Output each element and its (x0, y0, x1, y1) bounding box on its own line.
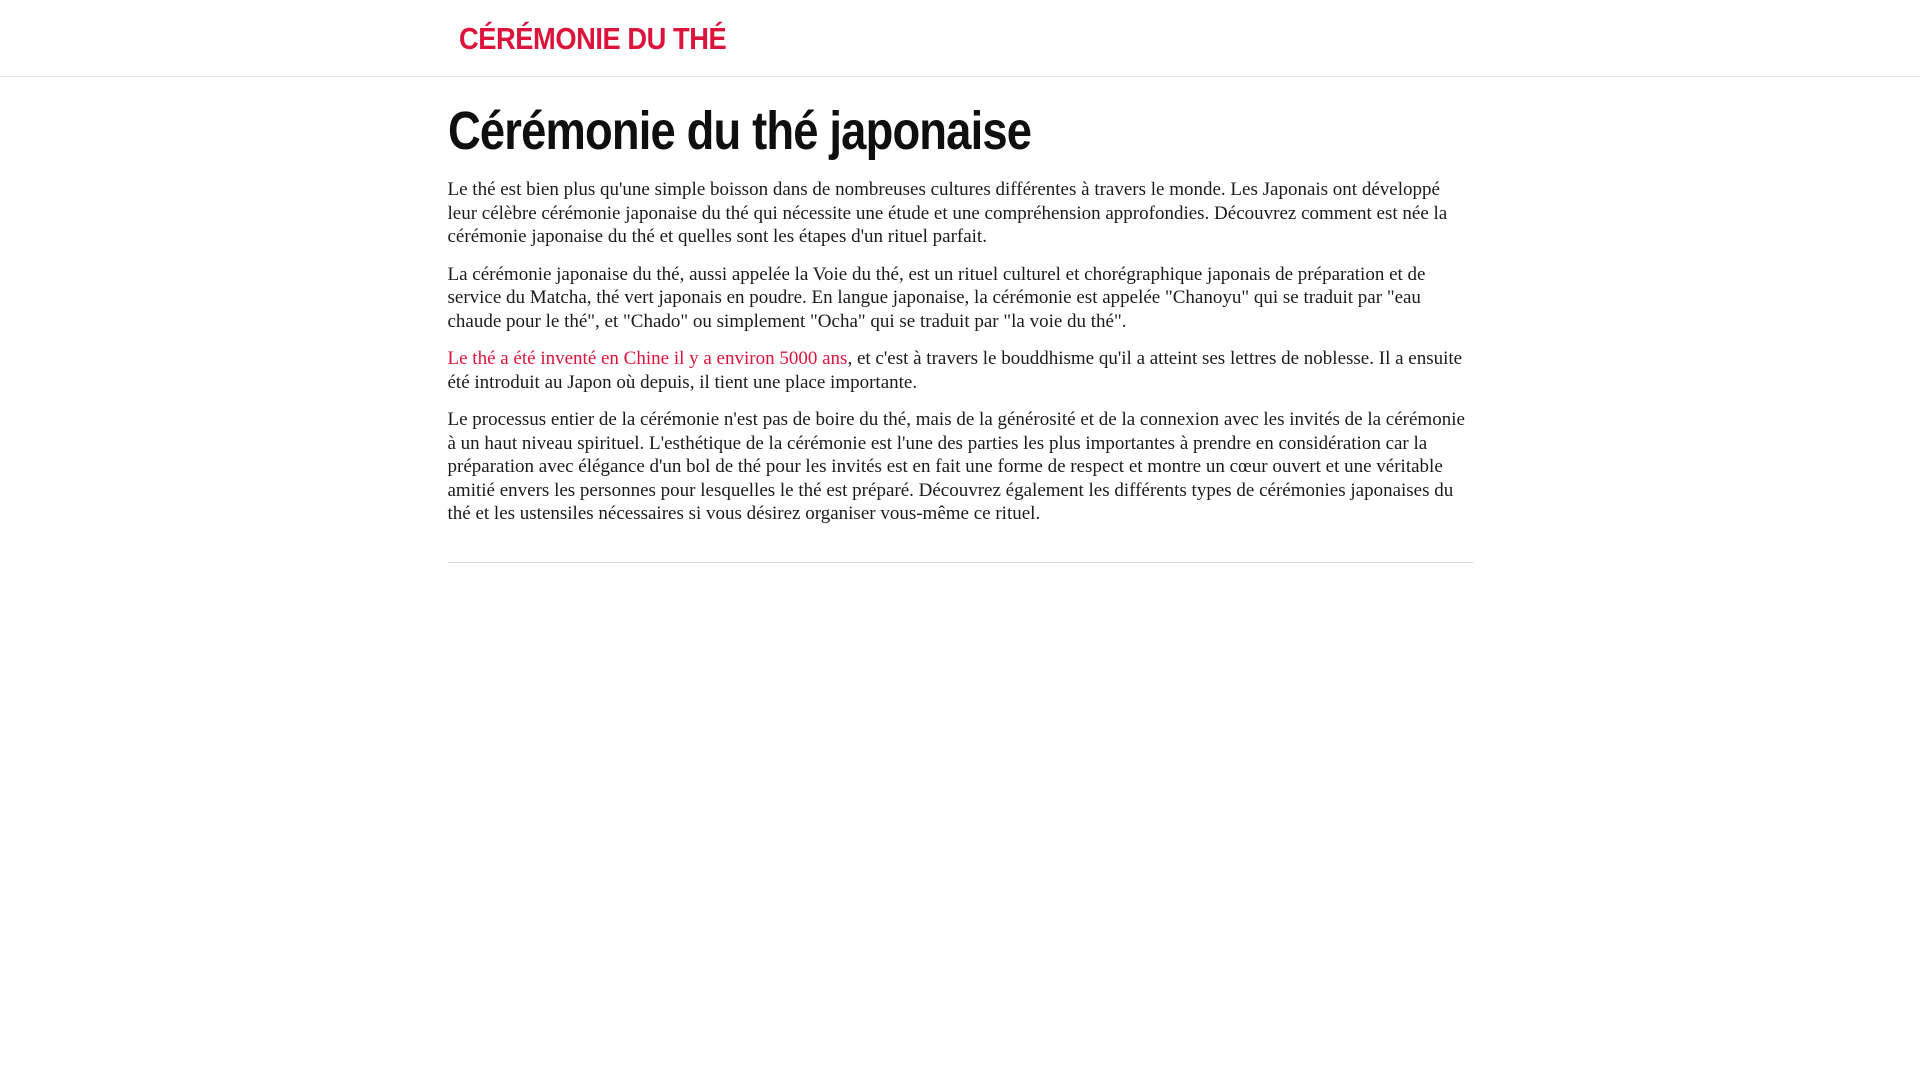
article-paragraph-4: Le processus entier de la cérémonie n'est pas de boire du thé, mais de la générosité et de la connexion avec les invités de la cérémonie à un haut niveau spirituel. L'esthétique de la cérémonie est l'une des parties les plus importantes à prendre en considération car la préparation avec élégance d'un bol de thé pour les invités est en fait une forme de respect et montre un cœur ouvert et une véritable amitié envers les personnes pour lesquelles le thé est préparé. Découvrez également les différents types de cérémonies japonaises du thé et les ustensiles nécessaires si vous désirez organiser vous-même ce rituel. (447, 409, 1465, 525)
header-inner (448, 20, 1473, 56)
article-paragraph-1: Le thé est bien plus qu'une simple boisson dans de nombreuses cultures différentes à travers le monde. Les Japonais ont développé leur célèbre cérémonie japonaise du thé qui nécessite une étude et une compréhension approfondies. Découvrez comment est née la cérémonie japonaise du thé et quelles sont les étapes d'un rituel parfait. (447, 179, 1448, 248)
china-tea-history-link[interactable]: Le thé a été inventé en Chine il y a environ 5000 ans (447, 348, 848, 370)
site-header (0, 0, 1920, 77)
article-paragraph-2: La cérémonie japonaise du thé, aussi appelée la Voie du thé, est un rituel culturel et chorégraphique japonais de préparation et de service du Matcha, thé vert japonais en poudre. En langue japonaise, la cérémonie est appelée "Chanoyu" qui se traduit par "eau chaude pour le thé", et "Chado" ou simplement "Ocha" qui se traduit par "la voie du thé". (447, 263, 1426, 332)
page-title: Cérémonie du thé japonaise (447, 101, 1031, 161)
article-paragraph-3 (448, 347, 1473, 394)
article-paragraph-3-text: , et c'est à travers le bouddhisme qu'il a atteint ses lettres de noblesse. Il a ensuite été introduit au Japon où depuis, il tient une place importante. (447, 348, 1463, 393)
article-body (448, 178, 1473, 526)
site-logo[interactable]: CÉRÉMONIE DU THÉ (458, 20, 726, 56)
content-divider (448, 562, 1473, 563)
article (448, 102, 1473, 563)
